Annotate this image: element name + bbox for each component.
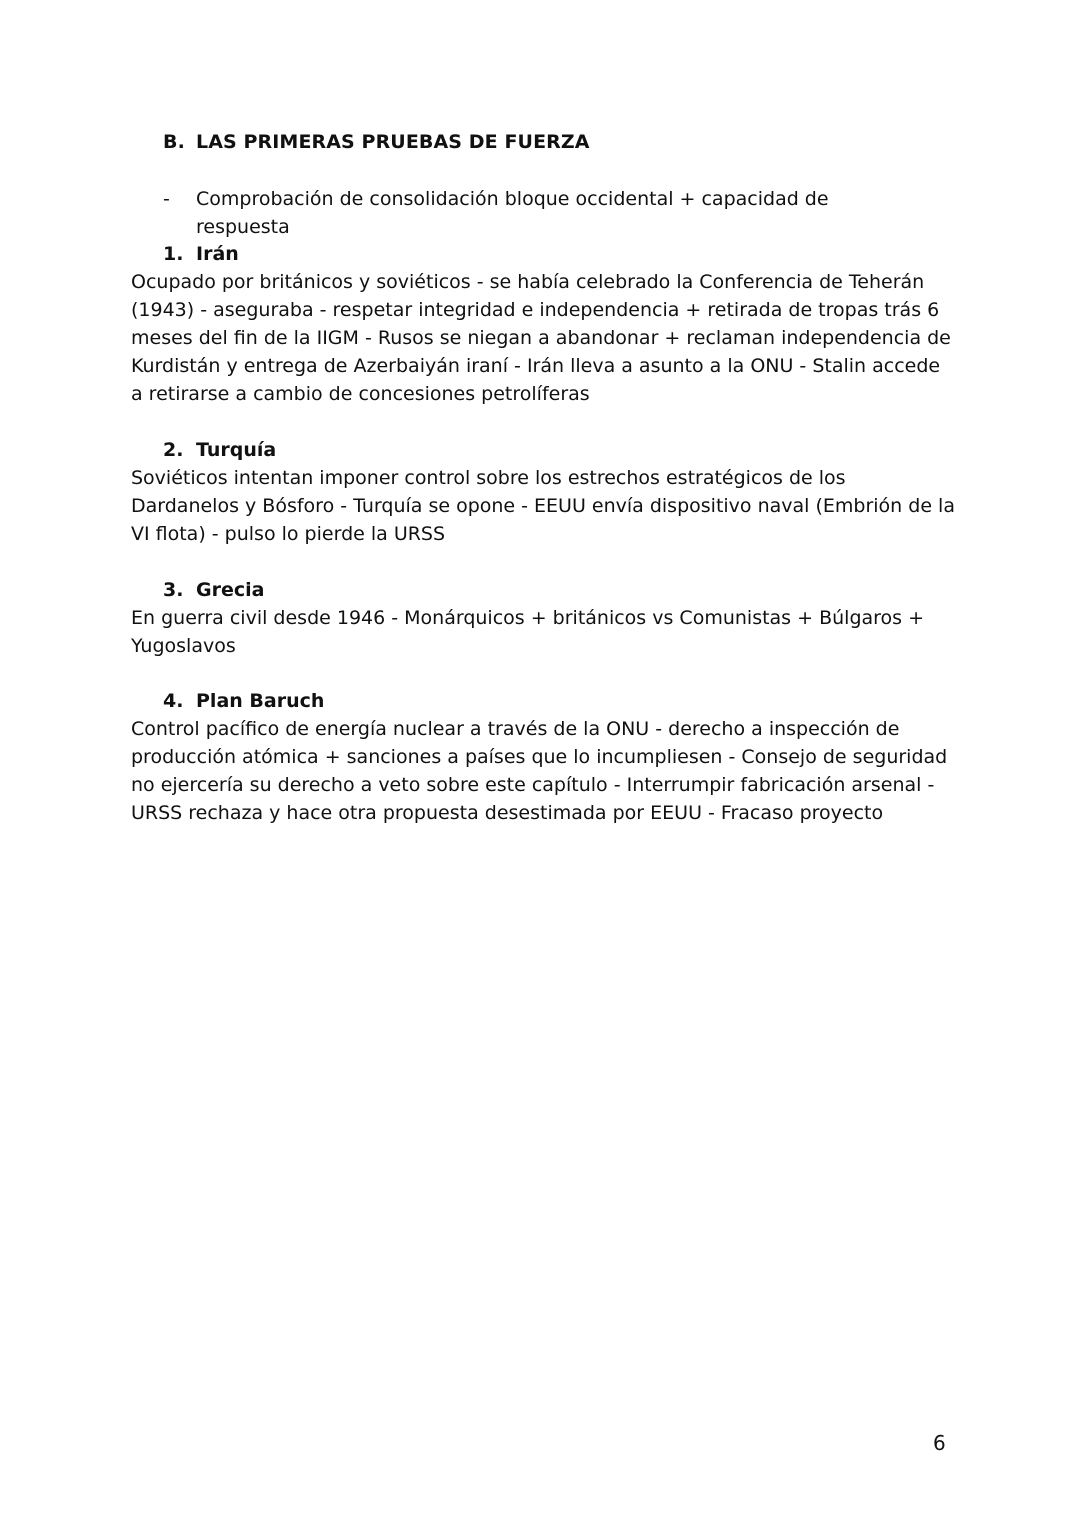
item-heading-iran xyxy=(163,240,239,268)
item-heading-grecia xyxy=(163,576,264,604)
item-title: Irán xyxy=(196,243,239,265)
bullet-dash: - xyxy=(163,188,170,210)
intro-bullet xyxy=(163,185,903,241)
item-title: Plan Baruch xyxy=(196,690,325,712)
item-title: Grecia xyxy=(196,579,265,601)
item-heading-turquia xyxy=(163,436,276,464)
section-marker: B. xyxy=(163,131,185,153)
item-title: Turquía xyxy=(196,439,277,461)
section-heading xyxy=(163,131,590,153)
item-number: 1. xyxy=(163,243,184,265)
item-heading-plan-baruch xyxy=(163,687,324,715)
section-title: LAS PRIMERAS PRUEBAS DE FUERZA xyxy=(196,131,590,153)
item-paragraph-grecia: En guerra civil desde 1946 - Monárquicos + británicos vs Comunistas + Búlgaros + Yugoslavos xyxy=(131,607,925,657)
item-paragraph-iran: Ocupado por británicos y soviéticos - se había celebrado la Conferencia de Teherán (1943) - aseguraba - respetar integridad e independencia + retirada de tropas trás 6 meses del fin de la IIGM - Rusos se niegan a abandonar + reclaman independencia de Kurdistán y entrega de Azerbaiyán iraní - Irán lleva a asunto a la ONU - Stalin accede a retirarse a cambio de concesiones petrolíferas xyxy=(131,271,951,405)
page-number: 6 xyxy=(933,1431,946,1455)
item-paragraph-turquia: Soviéticos intentan imponer control sobre los estrechos estratégicos de los Dardanelos y Bósforo - Turquía se opone - EEUU envía dispositivo naval (Embrión de la VI flota) - pulso lo pierde la URSS xyxy=(131,467,955,545)
item-number: 2. xyxy=(163,439,184,461)
item-number: 3. xyxy=(163,579,184,601)
item-paragraph-plan-baruch: Control pacífico de energía nuclear a través de la ONU - derecho a inspección de producción atómica + sanciones a países que lo incumpliesen - Consejo de seguridad no ejercería su derecho a veto sobre este capítulo - Interrumpir fabricación arsenal - URSS rechaza y hace otra propuesta desestimada por EEUU - Fracaso proyecto xyxy=(131,718,948,824)
item-number: 4. xyxy=(163,690,184,712)
intro-text: Comprobación de consolidación bloque occidental + capacidad de respuesta xyxy=(196,188,829,238)
